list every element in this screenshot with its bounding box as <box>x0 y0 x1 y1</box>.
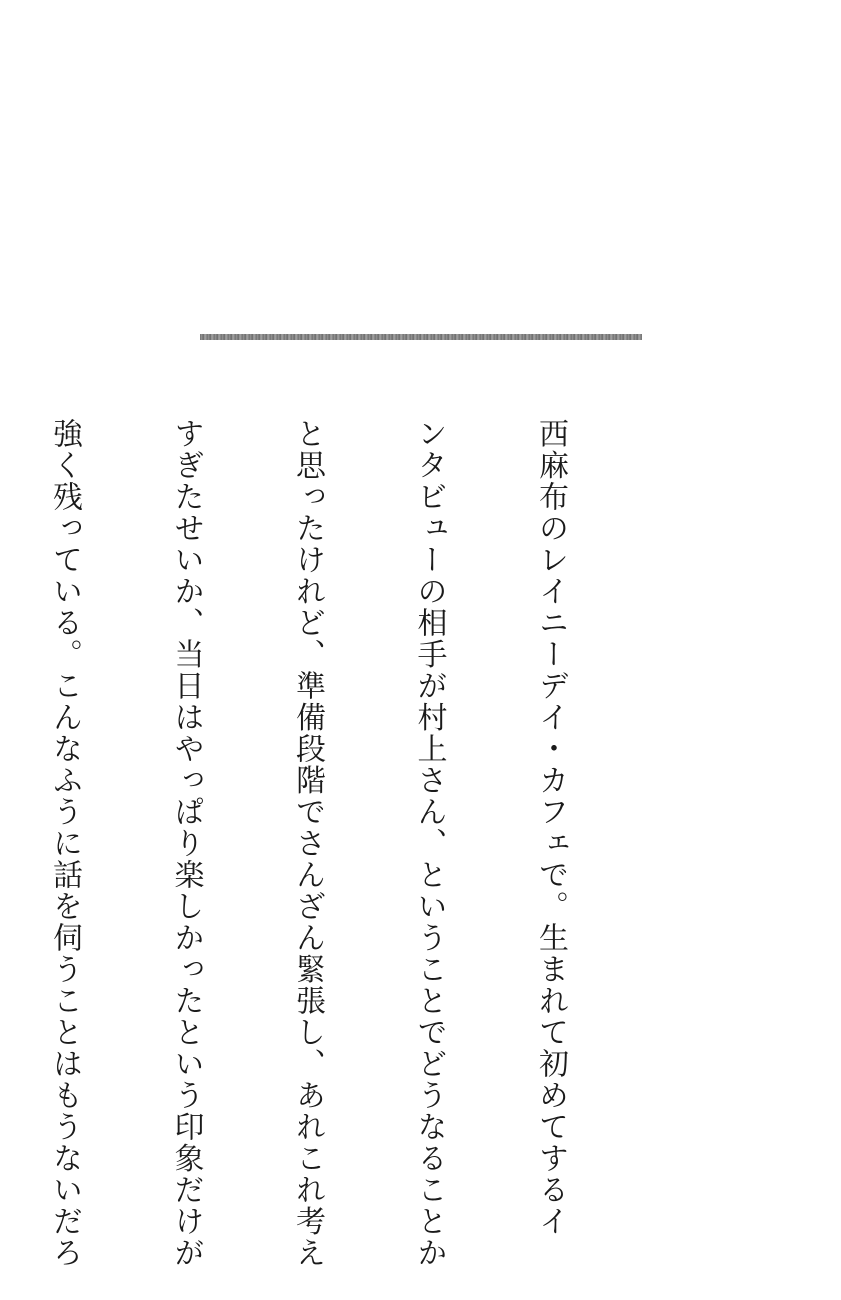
section-divider <box>200 334 642 340</box>
text-line-1: 西麻布のレイニーデイ・カフェで。生まれて初めてするイ <box>533 418 568 1237</box>
text-line-2: ンタビューの相手が村上さん、ということでどうなることか <box>411 418 447 1269</box>
vertical-text-block <box>0 418 651 1269</box>
text-line-3: と思ったけれど、準備段階でさんざん緊張し、あれこれ考え <box>290 418 325 1269</box>
text-line-4: すぎたせいか、当日はやっぱり楽しかったという印象だけが <box>168 418 204 1269</box>
text-line-5: 強く残っている。こんなふうに話を伺うことはもうないだろ <box>47 418 82 1269</box>
